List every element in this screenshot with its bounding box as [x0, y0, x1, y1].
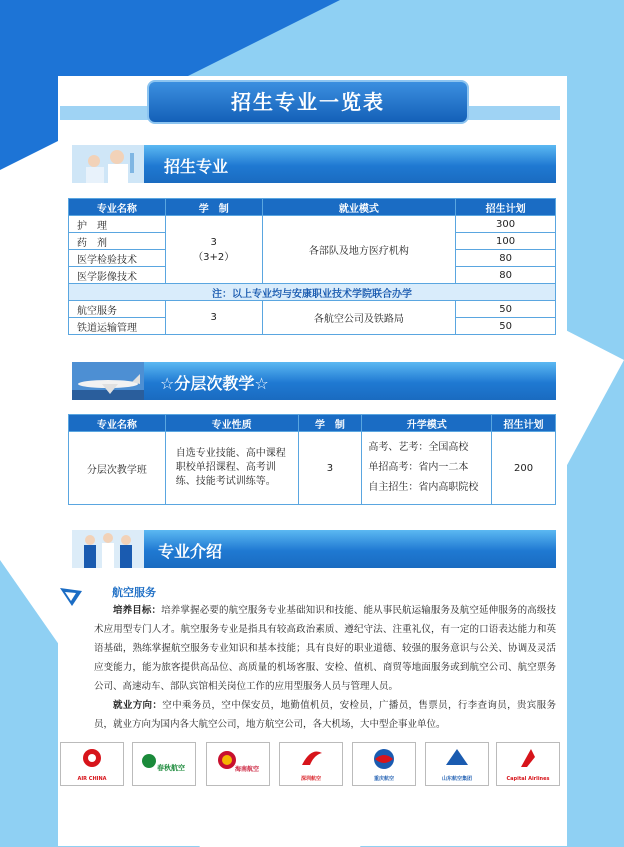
major-cell: 医学检验技术 — [69, 250, 166, 267]
employment-cell: 各部队及地方医疗机构 — [262, 216, 456, 284]
major-cell: 护 理 — [69, 216, 166, 233]
shenzhen-airlines-logo — [279, 742, 343, 786]
plan-cell: 50 — [456, 318, 556, 335]
col-path: 升学模式 — [362, 415, 492, 432]
major-intro — [94, 585, 556, 734]
table-note: 注：以上专业均与安康职业技术学院联合办学 — [69, 284, 556, 301]
duration-note: （3+2） — [193, 251, 235, 263]
duration-cell — [165, 216, 262, 284]
major-cell: 医学影像技术 — [69, 267, 166, 284]
duration-cell: 3 — [298, 432, 362, 505]
logo-caption: Capital Airlines — [506, 776, 550, 782]
triangle-marker-icon — [60, 588, 82, 606]
table-row — [69, 432, 556, 505]
col-duration: 学 制 — [165, 199, 262, 216]
air-china-logo — [60, 742, 124, 786]
airplane-photo — [72, 362, 144, 400]
career-paragraph — [94, 696, 556, 734]
col-major: 专业名称 — [69, 415, 166, 432]
logo-caption: 春秋航空 — [157, 764, 185, 772]
path-item: 高考、艺考：全国高校 — [368, 442, 469, 453]
path-cell — [362, 432, 492, 505]
section-header-enrollment — [72, 145, 556, 183]
logo-caption: 海南航空 — [234, 766, 259, 773]
duration-value: 3 — [210, 236, 217, 248]
plan-cell: 50 — [456, 301, 556, 318]
career-text: 空中乘务员，空中保安员，地勤值机员，安检员，广播员，售票员，行李查询员，贵宾服务员，就业方向为国内各大航空公司，地方航空公司，各大机场，大中型企事业单位。 — [94, 700, 556, 730]
major-cell: 航空服务 — [69, 301, 166, 318]
logo-caption: 山东航空集团 — [441, 776, 472, 782]
section-title: 专业介绍 — [158, 542, 223, 561]
col-major: 专业名称 — [69, 199, 166, 216]
section-header-intro — [72, 530, 556, 568]
major-cell: 分层次教学班 — [69, 432, 166, 505]
employment-cell: 各航空公司及铁路局 — [262, 301, 456, 335]
logo-caption: 深圳航空 — [300, 776, 321, 782]
spring-airlines-logo — [132, 742, 196, 786]
path-item: 单招高考：省内一二本 — [368, 462, 469, 473]
duration-cell: 3 — [165, 301, 262, 335]
plan-cell: 80 — [456, 250, 556, 267]
enrollment-table — [68, 198, 556, 335]
col-duration: 学 制 — [298, 415, 362, 432]
airline-logos — [60, 742, 560, 790]
lab-photo — [72, 145, 144, 183]
staff-photo — [72, 530, 144, 568]
path-item: 自主招生：省内高职院校 — [368, 482, 479, 493]
plan-cell: 80 — [456, 267, 556, 284]
plan-cell: 300 — [456, 216, 556, 233]
section-header-tiered — [72, 362, 556, 400]
logo-caption: AIR CHINA — [77, 776, 107, 782]
shandong-airlines-logo — [425, 742, 489, 786]
goal-text: 培养掌握必要的航空服务专业基础知识和技能、能从事民航运输服务及航空延伸服务的高级技术应用型专门人才。航空服务专业是指具有较高政治素质、遵纪守法、注重礼仪，有一定的口语表达能力和英语基础，熟练掌握航空服务专业知识和基本技能；具有良好的职业道德、较强的服务意识与公关、协调及灵活应变能力，能为旅客提供高品位、高质量的机场客服、安检、值机、商贸等地面服务或到航空公司、航空票务公司、高速动车、部队宾馆相关岗位工作的应用型服务人员与管理人员。 — [94, 605, 556, 692]
chongqing-airlines-logo — [352, 742, 416, 786]
major-cell: 铁道运输管理 — [69, 318, 166, 335]
section-title: ☆分层次教学☆ — [160, 374, 269, 393]
plan-cell: 200 — [492, 432, 556, 505]
nature-cell: 自选专业技能、高中课程职校单招课程、高考训练、技能考试训练等。 — [165, 432, 298, 505]
career-label: 就业方向： — [113, 700, 163, 711]
table-row — [69, 216, 556, 233]
col-plan: 招生计划 — [492, 415, 556, 432]
major-cell: 药 剂 — [69, 233, 166, 250]
col-plan: 招生计划 — [456, 199, 556, 216]
goal-label: 培养目标： — [113, 605, 162, 616]
logo-caption: 重庆航空 — [373, 776, 394, 782]
col-employment: 就业模式 — [262, 199, 456, 216]
col-nature: 专业性质 — [165, 415, 298, 432]
tiered-table — [68, 414, 556, 505]
section-title: 招生专业 — [164, 157, 229, 176]
page-title: 招生专业一览表 — [147, 80, 469, 124]
hainan-airlines-logo — [206, 742, 270, 786]
table-row — [69, 301, 556, 318]
goal-paragraph — [94, 601, 556, 696]
capital-airlines-logo — [496, 742, 560, 786]
plan-cell: 100 — [456, 233, 556, 250]
intro-major-name: 航空服务 — [112, 586, 156, 599]
